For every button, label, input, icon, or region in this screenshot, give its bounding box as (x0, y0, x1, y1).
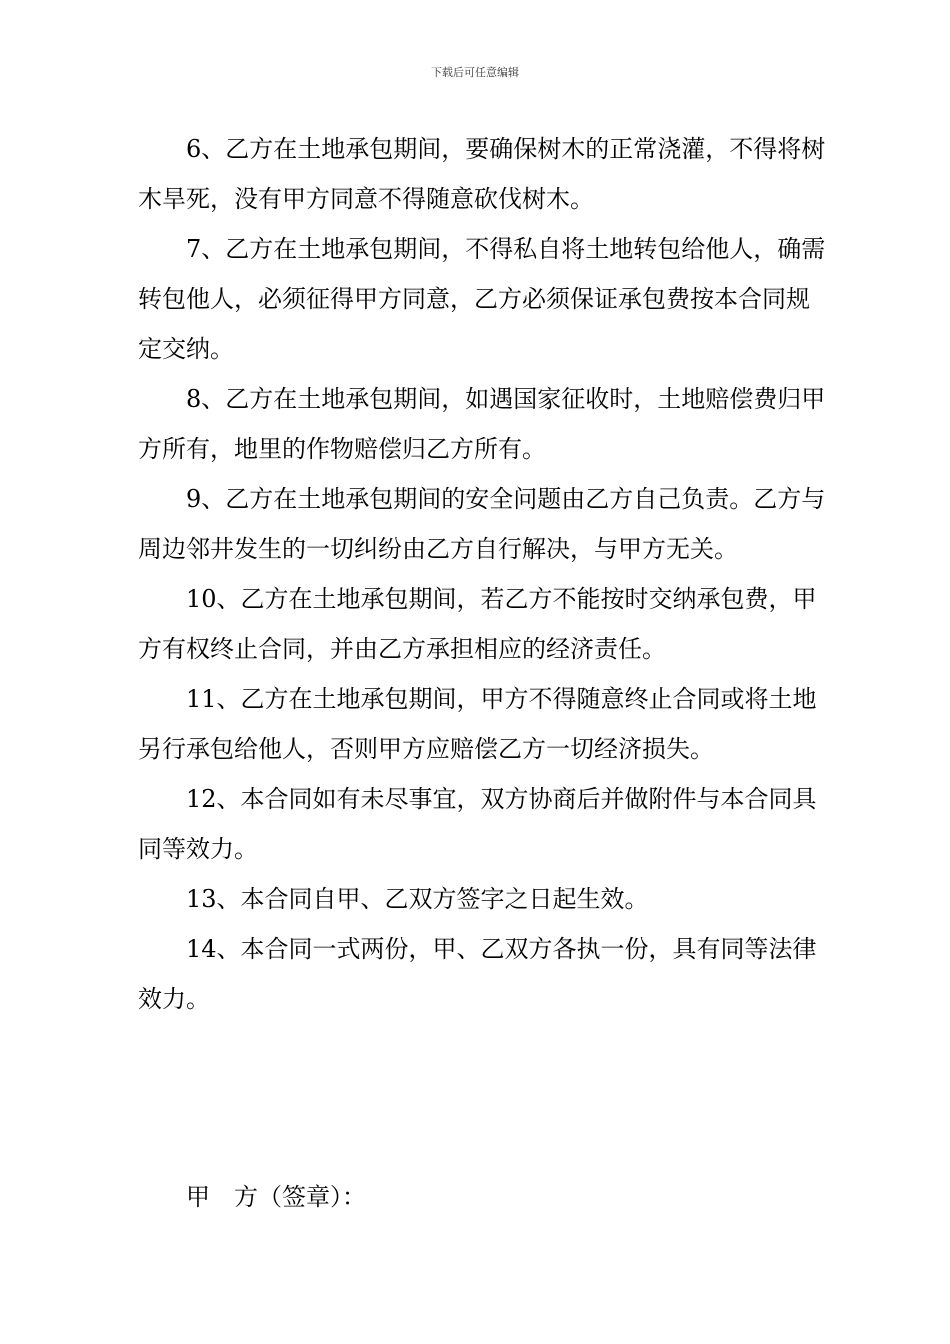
clause-14: 14、本合同一式两份，甲、乙双方各执一份，具有同等法律效力。 (138, 935, 817, 1013)
party-a-signature-line: 甲 方（签章）： (186, 1183, 366, 1211)
clause-10: 10、乙方在土地承包期间，若乙方不能按时交纳承包费，甲方有权终止合同，并由乙方承担相应的经济责任。 (138, 585, 817, 663)
clause-7: 7、乙方在土地承包期间，不得私自将土地转包给他人，确需转包他人，必须征得甲方同意，乙方必须保证承包费按本合同规定交纳。 (138, 235, 826, 363)
clause-8: 8、乙方在土地承包期间，如遇国家征收时，土地赔偿费归甲方所有，地里的作物赔偿归乙方所有。 (138, 385, 826, 463)
clause-6: 6、乙方在土地承包期间，要确保树木的正常浇灌，不得将树木旱死，没有甲方同意不得随意砍伐树木。 (138, 135, 826, 213)
contract-body (138, 124, 828, 1024)
clause-11: 11、乙方在土地承包期间，甲方不得随意终止合同或将土地另行承包给他人，否则甲方应赔偿乙方一切经济损失。 (138, 685, 817, 763)
clause-13: 13、本合同自甲、乙双方签字之日起生效。 (186, 885, 649, 913)
clause-9: 9、乙方在土地承包期间的安全问题由乙方自己负责。乙方与周边邻井发生的一切纠纷由乙方自行解决，与甲方无关。 (138, 485, 826, 563)
clause-12: 12、本合同如有未尽事宜，双方协商后并做附件与本合同具同等效力。 (138, 785, 817, 863)
page-header-note: 下载后可任意编辑 (431, 66, 519, 79)
